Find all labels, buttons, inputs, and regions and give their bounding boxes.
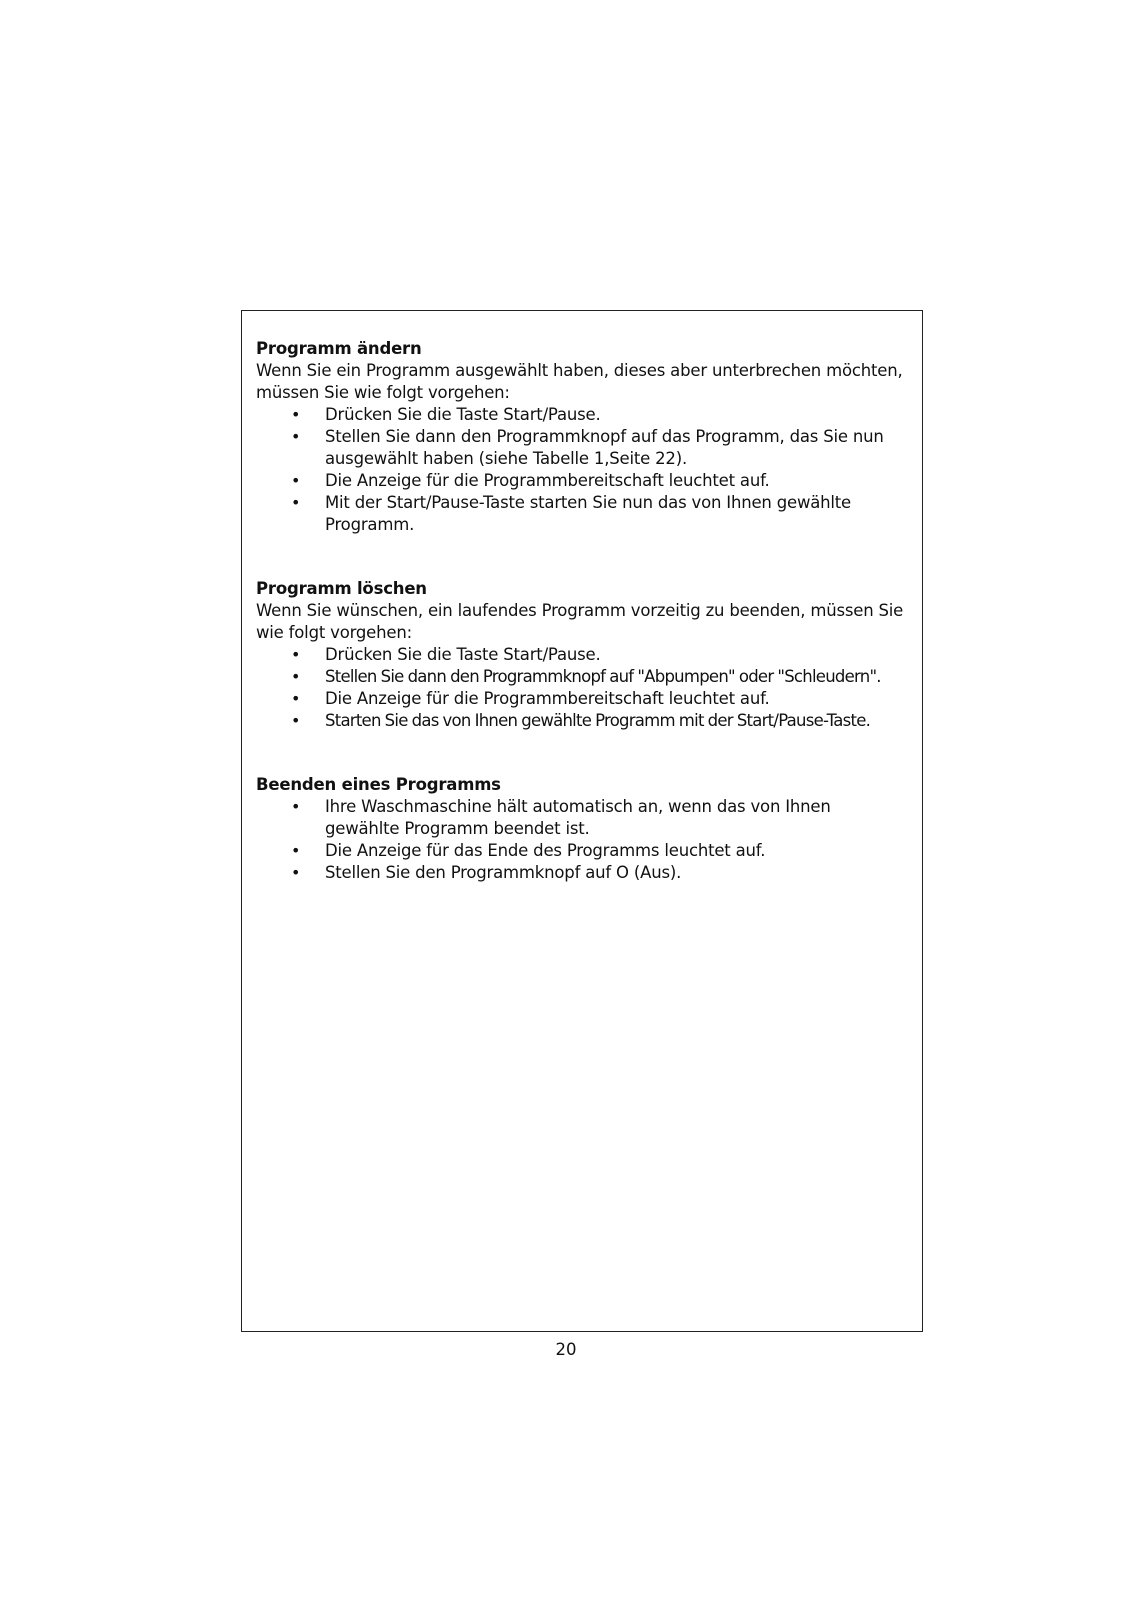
bullet-icon: • — [291, 645, 301, 664]
section-heading: Beenden eines Programms — [256, 775, 501, 794]
section-heading: Programm löschen — [256, 579, 427, 598]
list-item-text: Mit der Start/Pause-Taste starten Sie nun das von Ihnen gewählte Programm. — [325, 493, 852, 534]
bullet-list — [256, 644, 908, 732]
section-intro: Wenn Sie wünschen, ein laufendes Programm vorzeitig zu beenden, müssen Sie wie folgt vorgehen: — [256, 601, 904, 642]
list-item — [256, 470, 908, 492]
list-item-text: Die Anzeige für die Programmbereitschaft leuchtet auf. — [325, 689, 770, 708]
list-item — [256, 688, 908, 710]
bullet-icon: • — [291, 863, 301, 882]
list-item-text: Ihre Waschmaschine hält automatisch an, wenn das von Ihnen gewählte Programm beendet ist. — [325, 797, 831, 838]
section-heading: Programm ändern — [256, 339, 422, 358]
list-item — [256, 404, 908, 426]
page-content — [256, 338, 908, 926]
list-item — [256, 426, 908, 470]
list-item-text: Stellen Sie dann den Programmknopf auf das Programm, das Sie nun ausgewählt haben (siehe Tabelle 1,Seite 22). — [325, 427, 884, 468]
bullet-icon: • — [291, 493, 301, 512]
bullet-icon: • — [291, 689, 301, 708]
list-item-text: Stellen Sie dann den Programmknopf auf "Abpumpen" oder "Schleudern". — [325, 667, 881, 686]
list-item-text: Die Anzeige für die Programmbereitschaft leuchtet auf. — [325, 471, 770, 490]
list-item-text: Drücken Sie die Taste Start/Pause. — [325, 645, 601, 664]
list-item — [256, 644, 908, 666]
section-programm-loeschen — [256, 578, 908, 732]
list-item — [256, 862, 908, 884]
section-intro: Wenn Sie ein Programm ausgewählt haben, dieses aber unterbrechen möchten, müssen Sie wie folgt vorgehen: — [256, 361, 903, 402]
list-item — [256, 492, 908, 536]
page-number: 20 — [555, 1340, 577, 1359]
bullet-icon: • — [291, 427, 301, 446]
page-frame — [241, 310, 923, 1332]
section-beenden-eines-programms — [256, 774, 908, 884]
bullet-icon: • — [291, 471, 301, 490]
bullet-icon: • — [291, 797, 301, 816]
bullet-list — [256, 796, 908, 884]
section-programm-aendern — [256, 338, 908, 536]
list-item-text: Starten Sie das von Ihnen gewählte Programm mit der Start/Pause-Taste. — [325, 711, 871, 730]
list-item — [256, 840, 908, 862]
list-item-text: Die Anzeige für das Ende des Programms leuchtet auf. — [325, 841, 766, 860]
list-item-text: Drücken Sie die Taste Start/Pause. — [325, 405, 601, 424]
list-item — [256, 796, 908, 840]
bullet-icon: • — [291, 405, 301, 424]
bullet-icon: • — [291, 667, 300, 686]
bullet-list — [256, 404, 908, 536]
bullet-icon: • — [291, 711, 300, 730]
list-item-text: Stellen Sie den Programmknopf auf O (Aus). — [325, 863, 682, 882]
bullet-icon: • — [291, 841, 301, 860]
list-item — [256, 666, 908, 688]
list-item — [256, 710, 908, 732]
